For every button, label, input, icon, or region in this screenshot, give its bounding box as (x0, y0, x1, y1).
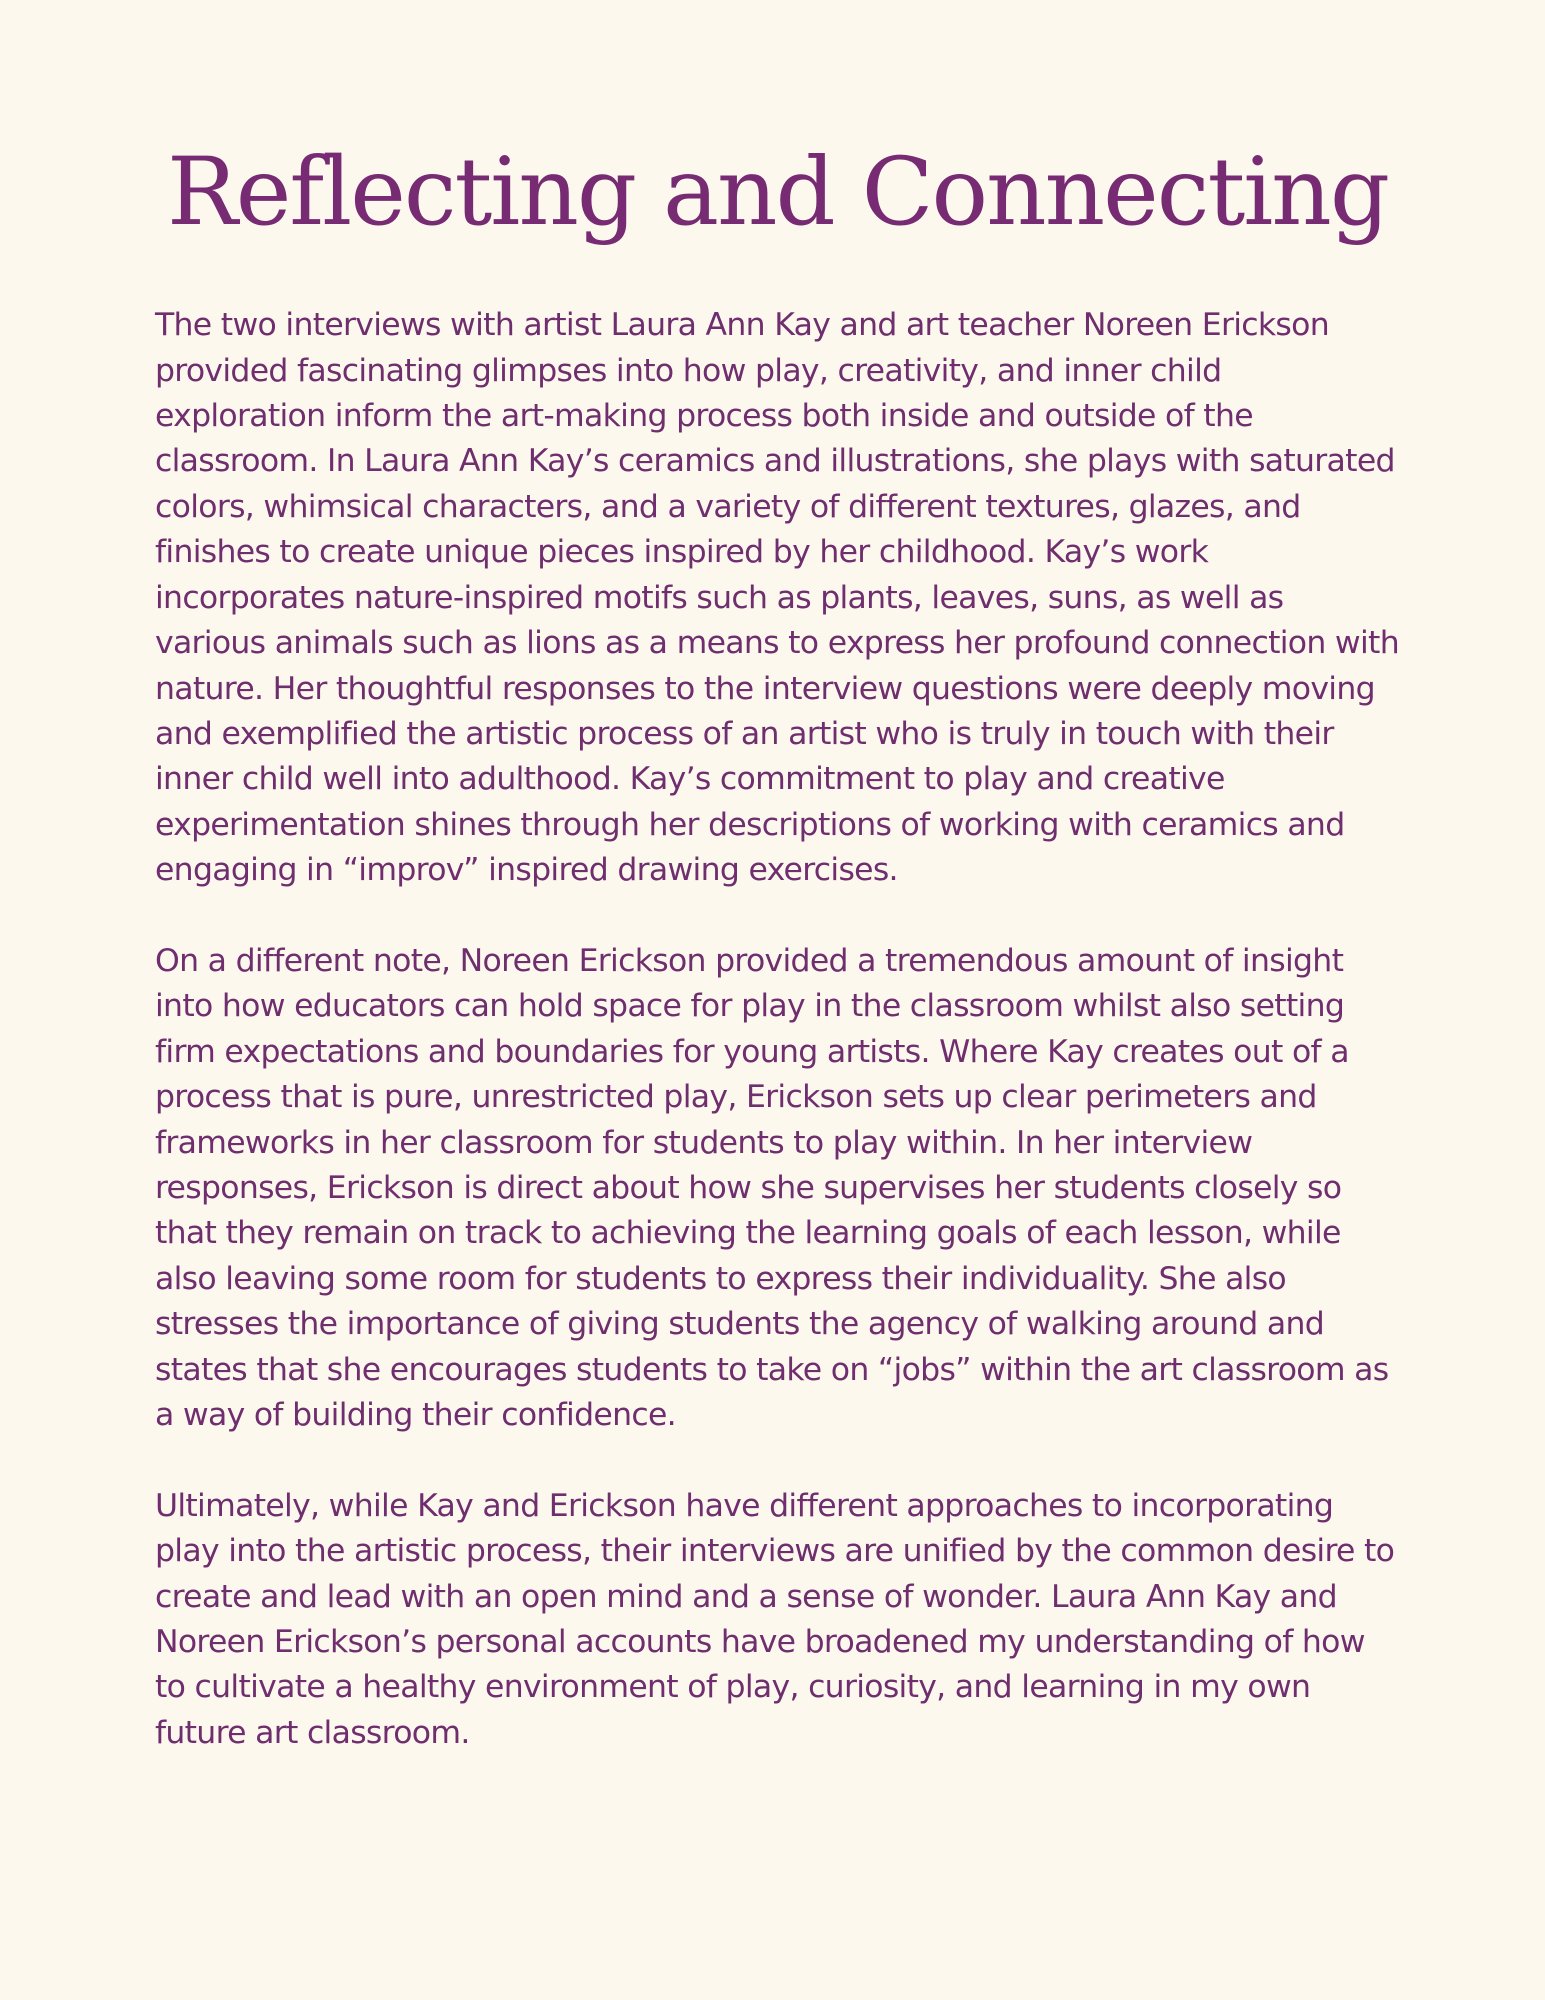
paragraph-laura-ann-kay: The two interviews with artist Laura Ann Kay and art teacher Noreen Erickson provided fascinating glimpses into how play, creativity, and inner child exploration inform the art-making process both inside and outside of the classroom. In Laura Ann Kay’s ceramics and illustrations, she plays with saturated colors, whimsical characters, and a variety of different textures, glazes, and finishes to create unique pieces inspired by her childhood. Kay’s work incorporates nature-inspired motifs such as plants, leaves, suns, as well as various animals such as lions as a means to express her profound connection with nature. Her thoughtful responses to the interview questions were deeply moving and exemplified the artistic process of an artist who is truly in touch with their inner child well into adulthood. Kay’s commitment to play and creative experimentation shines through her descriptions of working with ceramics and engaging in “improv” inspired drawing exercises. (155, 307, 1399, 889)
paragraph-noreen-erickson: On a different note, Noreen Erickson provided a tremendous amount of insight into how educators can hold space for play in the classroom whilst also setting firm expectations and boundaries for young artists. Where Kay creates out of a process that is pure, unrestricted play, Erickson sets up clear perimeters and frameworks in her classroom for students to play within. In her interview responses, Erickson is direct about how she supervises her students closely so that they remain on track to achieving the learning goals of each lesson, while also leaving some room for students to express their individuality. She also stresses the importance of giving students the agency of walking around and states that she encourages students to take on “jobs” within the art classroom as a way of building their confidence. (155, 942, 1389, 1433)
paragraph-conclusion: Ultimately, while Kay and Erickson have different approaches to incorporating play into the artistic process, their interviews are unified by the common desire to create and lead with an open mind and a sense of wonder. Laura Ann Kay and Noreen Erickson’s personal accounts have broadened my understanding of how to cultivate a healthy environment of play, curiosity, and learning in my own future art classroom. (155, 1487, 1395, 1751)
page-title: Reflecting and Connecting (166, 138, 1389, 247)
document-body (155, 303, 1400, 1756)
